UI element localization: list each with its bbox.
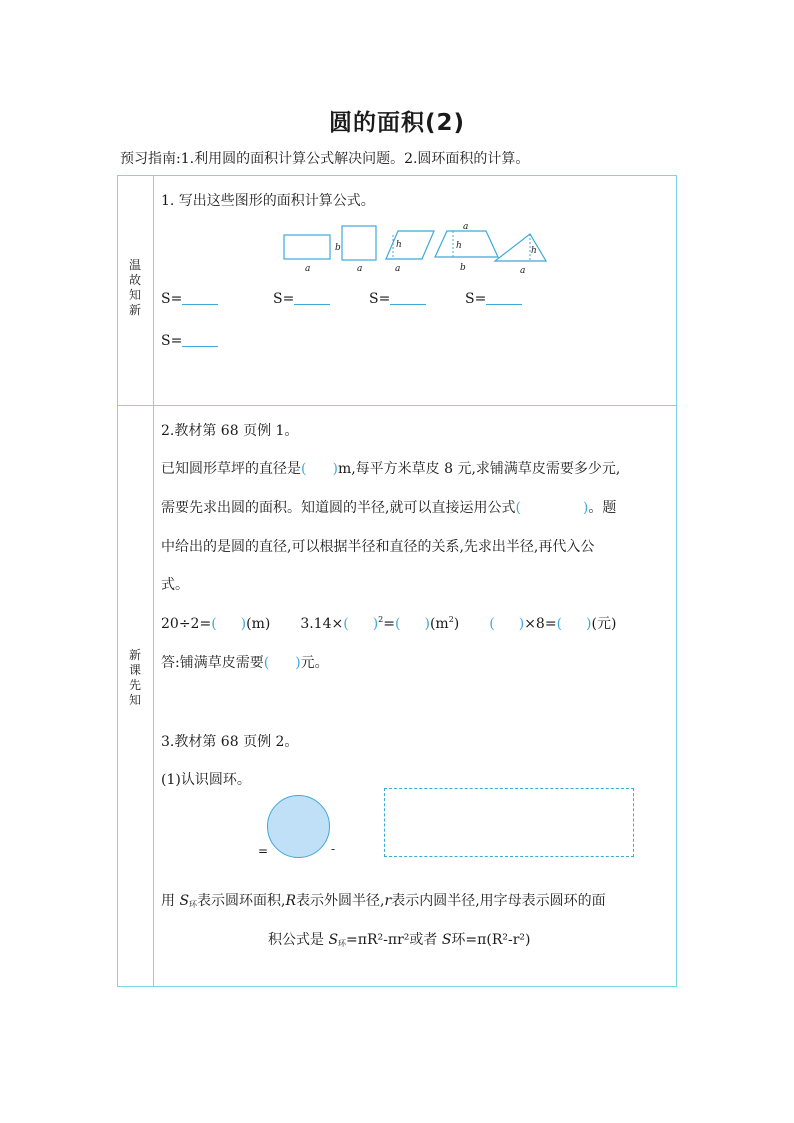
label-a-rect: a (305, 264, 311, 274)
q2-heading: 2.教材第 68 页例 1。 (161, 423, 299, 439)
blank-formula[interactable]: ( ) (515, 500, 589, 516)
q3-formula: 积公式是 $S_环=\pi R^2$-πr²或者 S环=π(R²-r²) (268, 932, 531, 948)
triangle-shape (495, 234, 546, 261)
section-label-char: 知 (128, 288, 141, 302)
section-label-char: 故 (128, 273, 141, 287)
label-a-square: a (357, 264, 363, 274)
section-label-char: 温 (128, 258, 141, 272)
blank-area-2[interactable]: ( ) (489, 616, 525, 632)
label-a-trap: a (463, 222, 469, 232)
section-label-char: 新 (128, 648, 141, 662)
blank-diameter[interactable]: ( ) (301, 461, 338, 477)
q3-description: 用 $S_环$表示圆环面积,R表示外圆半径,r表示内圆半径,用字母表示圆环的面 (161, 893, 606, 909)
shape-figures (280, 220, 550, 276)
formula-rectangle: S= (161, 290, 218, 307)
q2-line-1: 已知圆形草坪的直径是( )m,每平方米草皮 8 元,求铺满草皮需要多少元, (161, 461, 621, 477)
blank-cost[interactable]: ( ) (556, 616, 592, 632)
row-divider (117, 405, 677, 406)
section-label-char: 新 (128, 303, 141, 317)
blank-answer[interactable]: ( ) (263, 655, 301, 671)
q2-line-4: 式。 (161, 577, 189, 593)
answer-blank[interactable] (182, 290, 218, 305)
blank-area[interactable]: ( ) (395, 616, 430, 632)
rectangle-shape (284, 235, 330, 259)
q2-line-3: 中给出的是圆的直径,可以根据半径和直径的关系,先求出半径,再代入公 (161, 539, 595, 555)
answer-blank[interactable] (294, 290, 330, 305)
label-h-para: h (396, 240, 402, 250)
minus-sign: - (331, 842, 336, 856)
answer-blank[interactable] (182, 332, 218, 347)
label-a-tri: a (520, 266, 526, 276)
label-b-trap: b (460, 263, 466, 273)
label-a-para: a (395, 264, 401, 274)
label-h-tri: h (531, 246, 537, 256)
q3-heading: 3.教材第 68 页例 2。 (161, 734, 299, 750)
formula-triangle: S= (161, 332, 218, 349)
section-label-preview (117, 648, 153, 708)
equals-sign: = (258, 844, 269, 858)
label-h-trap: h (456, 241, 462, 251)
q3-subheading: (1)认识圆环。 (161, 772, 251, 788)
square-shape (342, 226, 376, 260)
column-divider (153, 175, 154, 987)
q2-calculation: 20÷2=( )(m) 3.14×( )$^2$=( )$(m^2)$ ( )×8=( )(元) (161, 615, 617, 632)
answer-blank[interactable] (390, 290, 426, 305)
answer-blank[interactable] (486, 290, 522, 305)
section-label-char: 课 (128, 663, 141, 677)
preview-guide: 预习指南:1.利用圆的面积计算公式解决问题。2.圆环面积的计算。 (120, 151, 530, 167)
label-b-rect: b (335, 243, 341, 253)
formula-square: S= (273, 290, 330, 307)
circle-figure (267, 795, 330, 858)
section-label-char: 知 (128, 693, 141, 707)
q2-line-2: 需要先求出圆的面积。知道圆的半径,就可以直接运用公式( )。题 (161, 500, 617, 516)
blank-radius-2[interactable]: ( ) (343, 616, 379, 632)
formula-parallelogram: S= (369, 290, 426, 307)
section-label-review (117, 258, 153, 318)
q1-prompt: 1. 写出这些图形的面积计算公式。 (161, 193, 375, 209)
formula-trapezoid: S= (465, 290, 522, 307)
page-title: 圆的面积(2) (328, 110, 466, 136)
blank-radius[interactable]: ( ) (211, 616, 247, 632)
q2-answer: 答:铺满草皮需要( )元。 (161, 655, 329, 671)
trapezoid-shape (435, 231, 498, 257)
section-label-char: 先 (128, 678, 141, 692)
drawing-box[interactable] (384, 788, 634, 857)
